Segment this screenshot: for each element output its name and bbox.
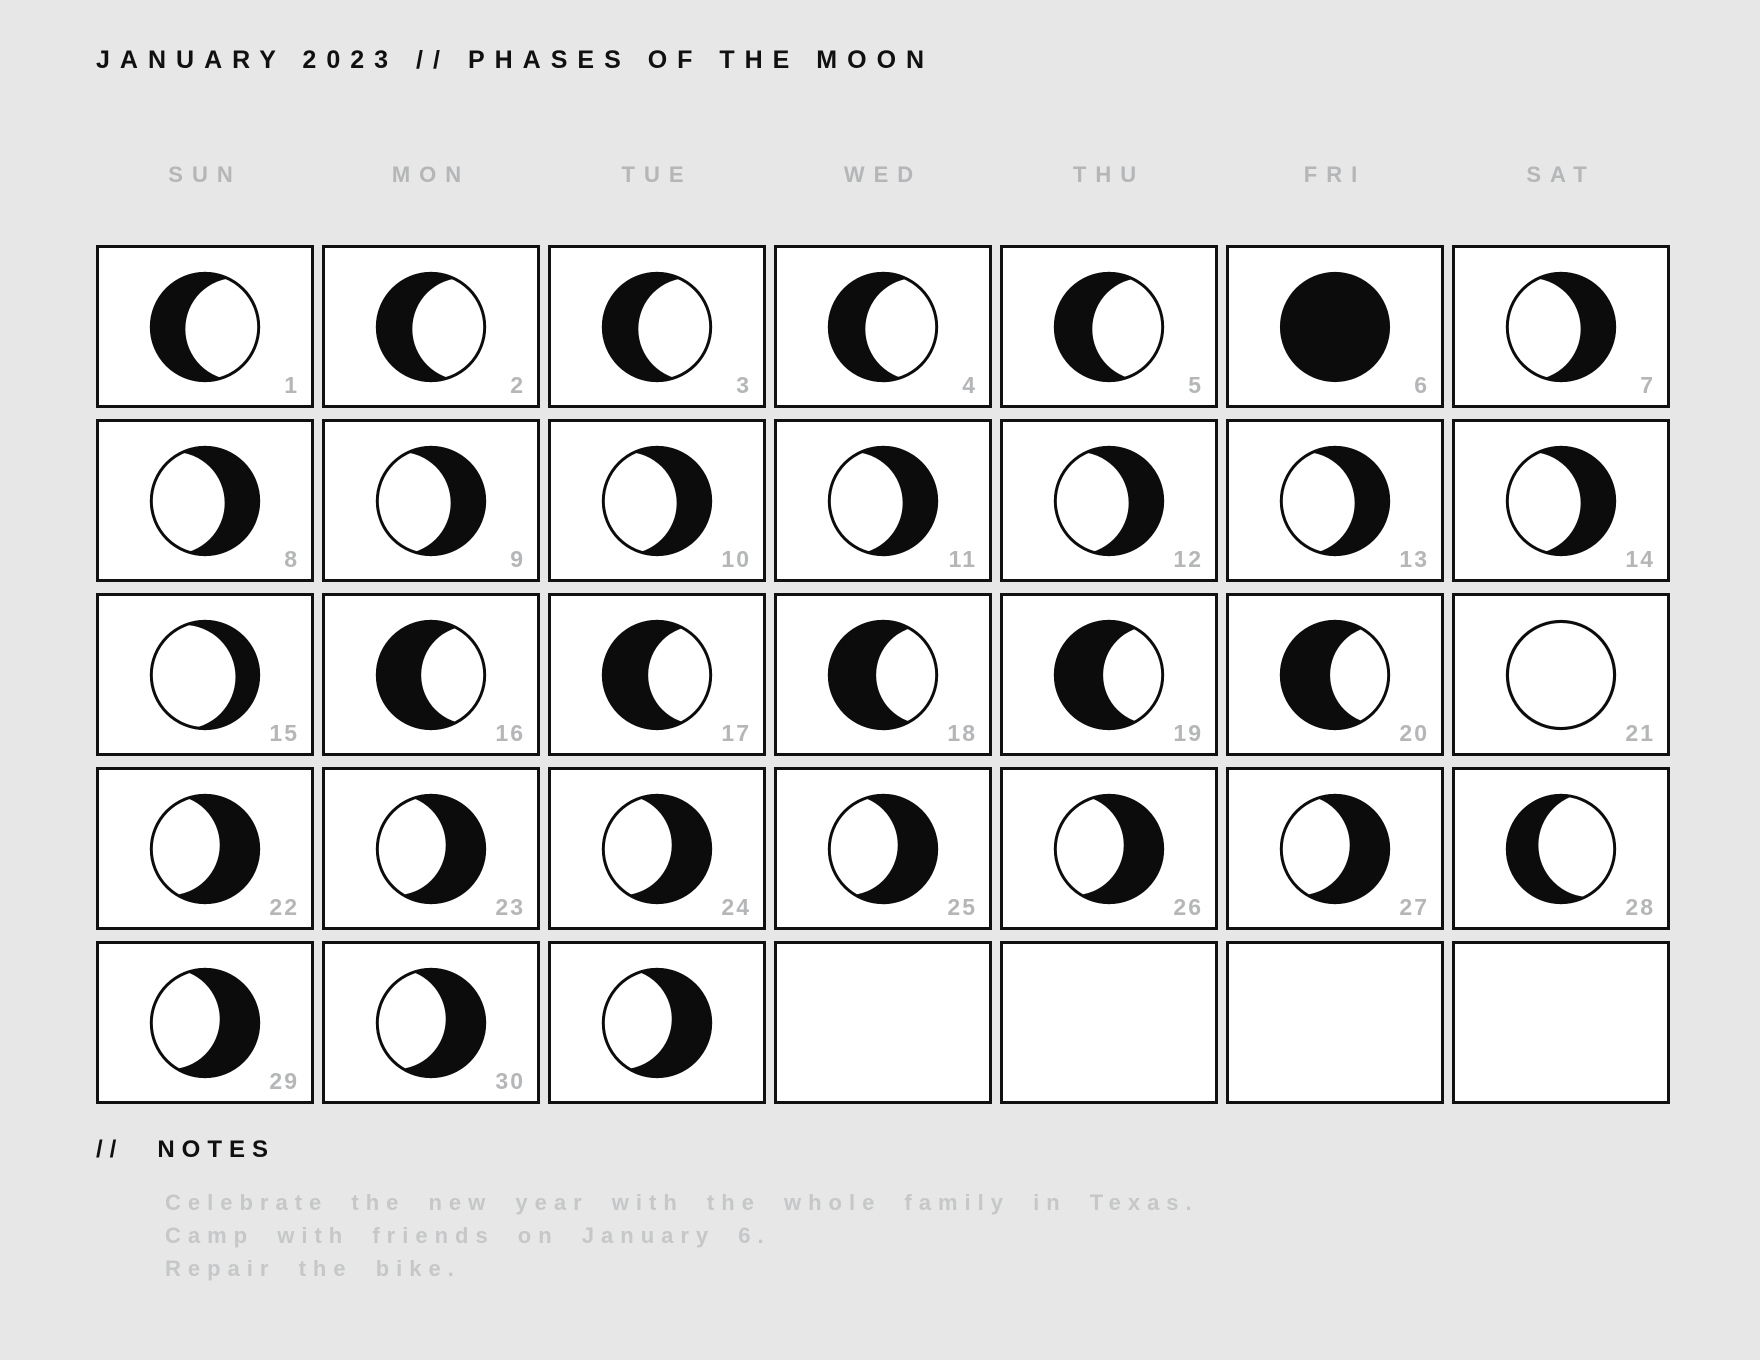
calendar-cell xyxy=(1452,245,1670,408)
moon-icon xyxy=(598,790,716,908)
moon-icon xyxy=(1050,442,1168,560)
day-number: 19 xyxy=(1173,720,1203,746)
day-number: 4 xyxy=(962,372,977,398)
calendar-cell xyxy=(774,245,992,408)
notes-heading xyxy=(96,1136,1199,1164)
notes-lines xyxy=(165,1186,1199,1285)
calendar-cell xyxy=(548,767,766,930)
day-number: 21 xyxy=(1625,720,1655,746)
moon-icon xyxy=(1276,790,1394,908)
day-number: 25 xyxy=(947,894,977,920)
calendar-cell xyxy=(1452,593,1670,756)
calendar-cell xyxy=(1000,245,1218,408)
calendar-cell xyxy=(774,419,992,582)
moon-icon xyxy=(824,616,942,734)
calendar-cell xyxy=(96,767,314,930)
day-number: 6 xyxy=(1414,372,1429,398)
moon-icon xyxy=(1502,268,1620,386)
moon-icon xyxy=(372,268,490,386)
notes-line: Camp with friends on January 6. xyxy=(165,1223,771,1248)
day-number: 22 xyxy=(269,894,299,920)
moon-icon xyxy=(1050,616,1168,734)
moon-icon xyxy=(824,790,942,908)
calendar-cell xyxy=(96,419,314,582)
day-number: 11 xyxy=(948,546,977,572)
moon-icon xyxy=(1050,268,1168,386)
notes-separator: // xyxy=(96,1136,124,1163)
calendar-cell xyxy=(1000,767,1218,930)
day-number: 8 xyxy=(284,546,299,572)
day-number: 2 xyxy=(510,372,525,398)
notes-line: Celebrate the new year with the whole family in Texas. xyxy=(165,1190,1199,1215)
weekday-label-fri: FRI xyxy=(1303,162,1367,187)
calendar-cell xyxy=(96,941,314,1104)
calendar-cell xyxy=(548,245,766,408)
day-number: 9 xyxy=(510,546,525,572)
weekday-label-sun: SUN xyxy=(168,162,242,187)
weekday-label-thu: THU xyxy=(1072,162,1146,187)
moon-icon xyxy=(372,964,490,1082)
calendar-cell-empty xyxy=(1000,941,1218,1104)
calendar-cell xyxy=(322,245,540,408)
calendar-cell xyxy=(548,593,766,756)
calendar-cell-empty xyxy=(1226,941,1444,1104)
calendar-cell xyxy=(96,245,314,408)
weekday-row xyxy=(96,162,1670,188)
title-month-year: JANUARY 2023 xyxy=(96,46,399,74)
day-number: 15 xyxy=(269,720,299,746)
day-number: 30 xyxy=(495,1068,525,1094)
moon-icon xyxy=(146,616,264,734)
day-number: 10 xyxy=(721,546,751,572)
day-number: 23 xyxy=(495,894,525,920)
calendar-cell xyxy=(1452,767,1670,930)
moon-icon xyxy=(1502,616,1620,734)
calendar-cell xyxy=(1226,767,1444,930)
moon-icon xyxy=(146,790,264,908)
calendar-cell-empty xyxy=(774,941,992,1104)
calendar-cell xyxy=(1452,419,1670,582)
day-number: 18 xyxy=(947,720,977,746)
calendar-cell xyxy=(322,419,540,582)
calendar-cell xyxy=(1000,593,1218,756)
day-number: 26 xyxy=(1173,894,1203,920)
moon-icon xyxy=(1276,268,1394,386)
calendar-grid xyxy=(96,245,1670,1104)
day-number: 13 xyxy=(1399,546,1429,572)
calendar-cell-empty xyxy=(1452,941,1670,1104)
calendar-cell xyxy=(1226,245,1444,408)
moon-icon xyxy=(824,268,942,386)
moon-icon xyxy=(598,616,716,734)
day-number: 16 xyxy=(495,720,525,746)
moon-icon xyxy=(372,790,490,908)
weekday-label-wed: WED xyxy=(843,162,923,187)
title-separator: // xyxy=(416,46,450,74)
moon-icon xyxy=(1050,790,1168,908)
moon-icon xyxy=(1276,616,1394,734)
title-subtitle: PHASES OF THE MOON xyxy=(467,46,935,74)
calendar-cell xyxy=(774,593,992,756)
calendar-cell xyxy=(322,767,540,930)
calendar-cell xyxy=(96,593,314,756)
day-number: 27 xyxy=(1399,894,1429,920)
day-number: 24 xyxy=(721,894,751,920)
weekday-label-mon: MON xyxy=(391,162,471,187)
day-number: 3 xyxy=(736,372,751,398)
calendar-cell xyxy=(548,419,766,582)
day-number: 1 xyxy=(284,372,299,398)
calendar-cell xyxy=(1000,419,1218,582)
moon-icon xyxy=(598,964,716,1082)
moon-icon xyxy=(598,442,716,560)
day-number: 7 xyxy=(1640,372,1655,398)
moon-icon xyxy=(146,964,264,1082)
moon-icon xyxy=(146,268,264,386)
moon-icon xyxy=(146,442,264,560)
calendar-cell xyxy=(1226,593,1444,756)
calendar-cell xyxy=(1226,419,1444,582)
calendar-cell xyxy=(322,941,540,1104)
day-number: 17 xyxy=(721,720,751,746)
weekday-label-sat: SAT xyxy=(1526,162,1596,187)
moon-icon xyxy=(598,268,716,386)
moon-icon xyxy=(824,442,942,560)
page-title xyxy=(96,46,934,75)
calendar-cell xyxy=(548,941,766,1104)
day-number: 28 xyxy=(1625,894,1655,920)
notes-title: NOTES xyxy=(157,1136,276,1163)
weekday-label-tue: TUE xyxy=(621,162,693,187)
calendar-cell xyxy=(774,767,992,930)
day-number: 12 xyxy=(1173,546,1203,572)
day-number: 29 xyxy=(269,1068,299,1094)
day-number: 5 xyxy=(1188,372,1203,398)
notes-section xyxy=(96,1136,1199,1285)
calendar-cell xyxy=(322,593,540,756)
day-number: 20 xyxy=(1399,720,1429,746)
moon-icon xyxy=(372,616,490,734)
day-number: 14 xyxy=(1625,546,1655,572)
moon-icon xyxy=(372,442,490,560)
moon-icon xyxy=(1502,442,1620,560)
notes-line: Repair the bike. xyxy=(165,1256,461,1281)
moon-icon xyxy=(1502,790,1620,908)
moon-icon xyxy=(1276,442,1394,560)
